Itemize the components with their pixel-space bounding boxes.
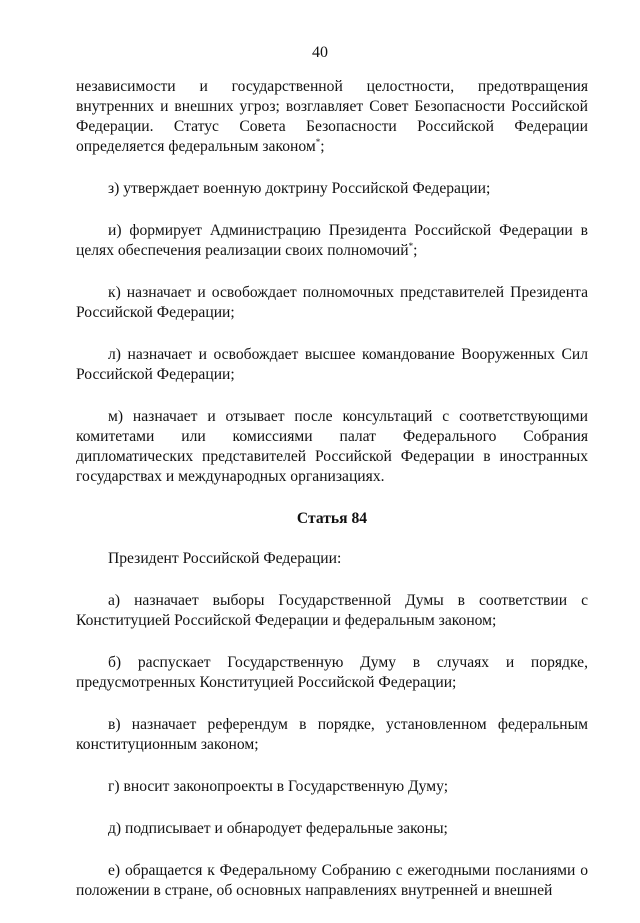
paragraph-item-m: м) назначает и отзывает после консультаций с соответствующими комитетами или комиссиями палат Федерального Собрания дипломатических представителей Российской Федерации в иностранных государствах и международных организациях.	[76, 408, 588, 485]
article-item-g: г) вносит законопроекты в Государственную Думу;	[108, 778, 449, 795]
article-heading: Статья 84	[296, 510, 368, 527]
paragraph-item-z: з) утверждает военную доктрину Российской Федерации;	[108, 180, 491, 197]
article-item-a: а) назначает выборы Государственной Думы в соответствии с Конституцией Российской Федерации и федеральным законом;	[76, 592, 588, 629]
article-intro: Президент Российской Федерации:	[108, 550, 342, 567]
paragraph-item-l: л) назначает и освобождает высшее командование Вооруженных Сил Российской Федерации;	[76, 346, 588, 383]
paragraph-item-i: и) формирует Администрацию Президента Российской Федерации в целях обеспечения реализации своих полномочий*;	[76, 222, 588, 259]
footnote-marker: *	[315, 137, 321, 147]
article-item-d: д) подписывает и обнародует федеральные законы;	[108, 820, 448, 837]
paragraph-continuation: независимости и государственной целостности, предотвращения внутренних и внешних угроз; возглавляет Совет Безопасности Российской Федерации. Статус Совета Безопасности Российской Федерации определяется федеральным законом*;	[76, 78, 588, 155]
page-number: 40	[312, 44, 328, 61]
article-item-v: в) назначает референдум в порядке, установленном федеральным конституционным законом;	[76, 716, 588, 753]
document-body	[76, 77, 588, 923]
paragraph-item-k: к) назначает и освобождает полномочных представителей Президента Российской Федерации;	[76, 284, 588, 321]
article-item-b: б) распускает Государственную Думу в случаях и порядке, предусмотренных Конституцией Российской Федерации;	[76, 654, 588, 691]
footnote-marker: *	[408, 241, 414, 251]
article-item-e: е) обращается к Федеральному Собранию с ежегодными посланиями о положении в стране, об основных направлениях внутренней и внешней	[76, 862, 588, 899]
